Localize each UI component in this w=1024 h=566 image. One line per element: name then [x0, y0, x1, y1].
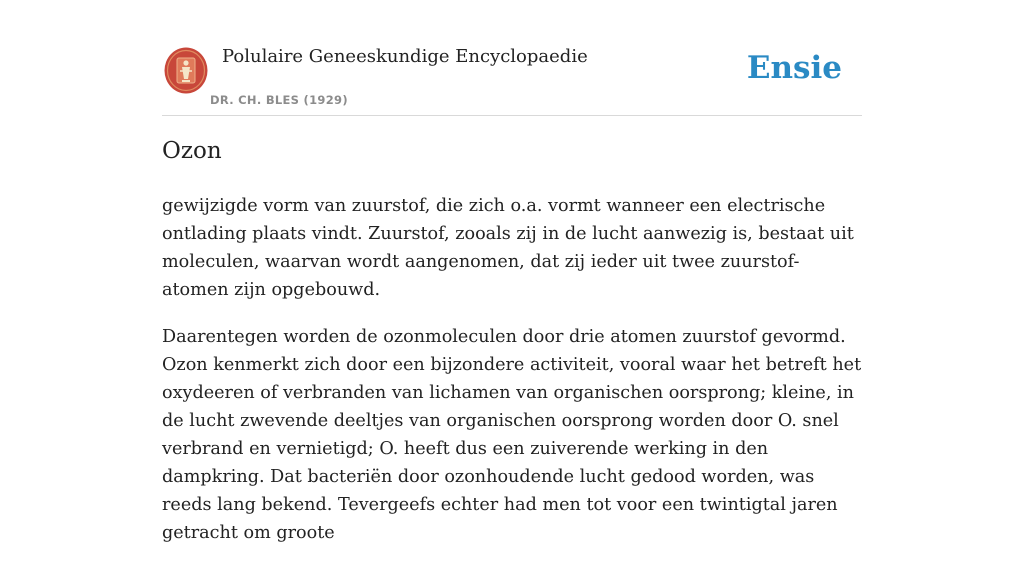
publication-title[interactable]: Polulaire Geneeskundige Encyclopaedie	[222, 46, 588, 67]
publication-author: DR. CH. BLES (1929)	[210, 93, 348, 107]
entry-paragraph-2: Daarentegen worden de ozonmoleculen door drie atomen zuurstof gevormd. Ozon kenmerkt zich door een bijzondere activiteit, vooral waar het betreft het oxydeeren of verbranden van lichamen van organischen oorsprong; kleine, in de lucht zwevende deeltjes van organischen oorsprong worden door O. snel verbrand en vernietigd; O. heeft dus een zuiverende werking in den dampkring. Dat bacteriën door ozonhoudende lucht gedood worden, was reeds lang bekend. Tevergeefs echter had men tot voor een twintigtal jaren getracht om groote	[162, 327, 862, 543]
brand-logo-link[interactable]: Ensie	[746, 50, 842, 86]
site-header	[162, 42, 862, 116]
entry-body	[162, 192, 862, 566]
entry-paragraph-1: gewijzigde vorm van zuurstof, die zich o.a. vormt wanneer een electrische ontlading plaats vindt. Zuurstof, zooals zij in de lucht aanwezig is, bestaat uit moleculen, waarvan wordt aangenomen, dat zij ieder uit twee zuurstof-atomen zijn opgebouwd.	[162, 196, 854, 300]
entry-title: Ozon	[162, 138, 222, 164]
book-cover-icon[interactable]	[164, 47, 208, 94]
